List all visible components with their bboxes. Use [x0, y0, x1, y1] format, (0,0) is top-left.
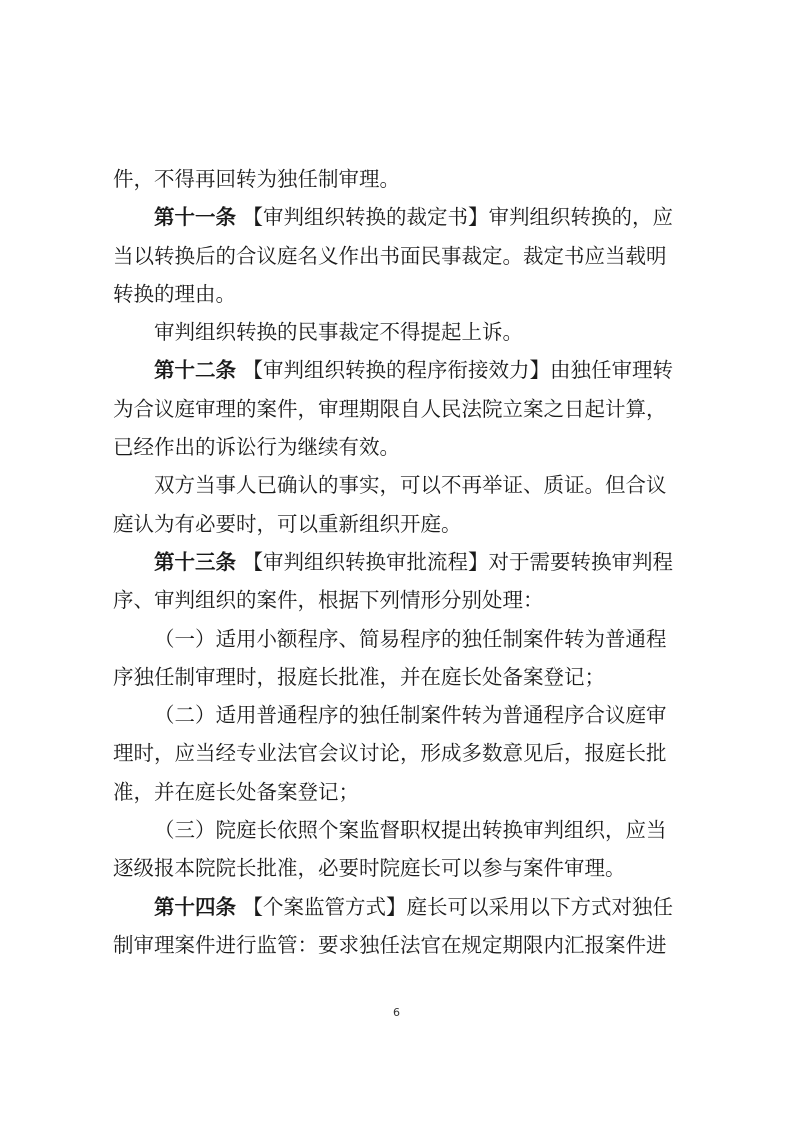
document-body [113, 160, 673, 964]
article-12-line [113, 351, 673, 389]
article-text: 【个案监管方式】庭长可以采用以下方式对独任 [242, 894, 674, 919]
article-number: 第十二条 [154, 358, 236, 383]
text-line: 序独任制审理时，报庭长批准，并在庭长处备案登记； [113, 664, 605, 689]
list-item-3: （三）院庭长依照个案监督职权提出转换审判组织，应当 [154, 818, 667, 843]
article-13-line [113, 543, 673, 581]
text-line: 制审理案件进行监管：要求独任法官在规定期限内汇报案件进 [113, 932, 667, 957]
article-text: 【审判组织转换的程序衔接效力】由独任审理转 [242, 358, 674, 383]
text-line: 件，不得再回转为独任制审理。 [113, 167, 400, 191]
text-line: 转换的理由。 [113, 281, 236, 306]
list-item-1: （一）适用小额程序、简易程序的独任制案件转为普通程 [154, 626, 667, 651]
text-line: 准，并在庭长处备案登记； [113, 779, 359, 804]
text-line: 庭认为有必要时，可以重新组织开庭。 [113, 511, 462, 536]
article-text: 【审判组织转换审批流程】对于需要转换审判程 [242, 549, 674, 574]
text-line: 逐级报本院院长批准，必要时院庭长可以参与案件审理。 [113, 856, 626, 881]
text-line: 为合议庭审理的案件，审理期限自人民法院立案之日起计算， [113, 396, 667, 421]
list-item-2: （二）适用普通程序的独任制案件转为普通程序合议庭审 [154, 703, 667, 728]
article-14-line [113, 888, 673, 926]
article-number: 第十三条 [154, 549, 236, 574]
text-line: 已经作出的诉讼行为继续有效。 [113, 435, 400, 460]
text-line: 当以转换后的合议庭名义作出书面民事裁定。裁定书应当载明 [113, 243, 667, 268]
article-number: 第十一条 [154, 205, 236, 230]
text-line: 理时，应当经专业法官会议讨论，形成多数意见后，报庭长批 [113, 741, 667, 766]
article-11-line [113, 198, 673, 236]
article-number: 第十四条 [154, 894, 236, 919]
page-number: 6 [393, 1006, 400, 1019]
text-line: 序、审判组织的案件，根据下列情形分别处理： [113, 588, 544, 613]
text-line: 双方当事人已确认的事实，可以不再举证、质证。但合议 [154, 473, 667, 498]
text-line: 审判组织转换的民事裁定不得提起上诉。 [154, 320, 523, 345]
article-text: 【审判组织转换的裁定书】审判组织转换的，应 [242, 205, 674, 230]
